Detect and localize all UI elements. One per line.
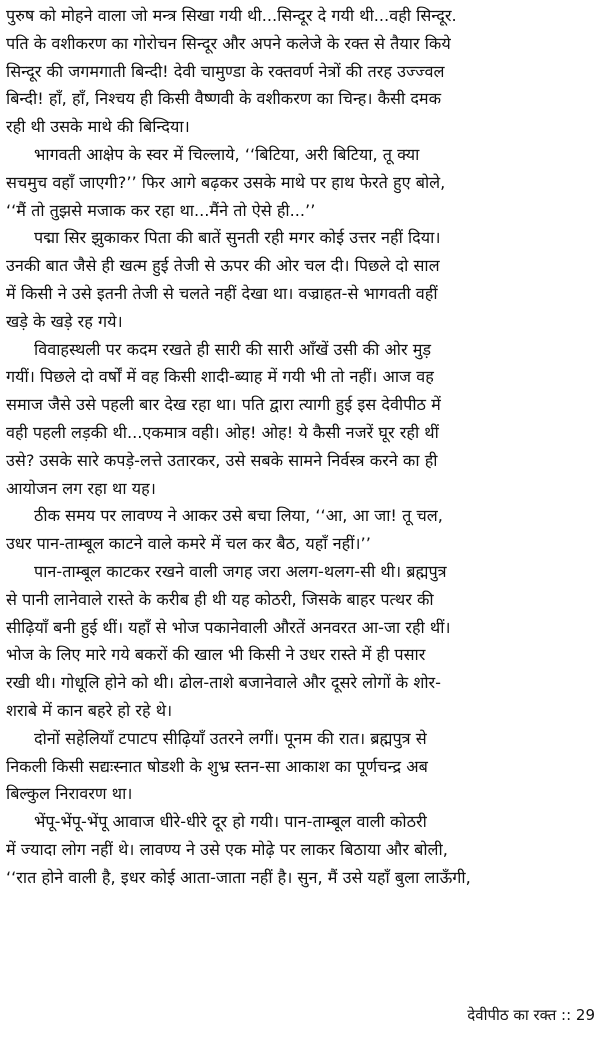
text-line: आयोजन लग रहा था यह। [6, 478, 156, 498]
page-footer: देवीपीठ का रक्त :: 29 [467, 1006, 595, 1024]
text-line: से पानी लानेवाले रास्ते के करीब ही थी यह कोठरी, जिसके बाहर पत्थर की [6, 589, 434, 609]
text-line: उसे? उसके सारे कपड़े-लत्ते उतारकर, उसे सबके सामने निर्वस्त्र करने का ही [6, 450, 438, 470]
page-body-text [6, 2, 595, 892]
text-line: वही पहली लड़की थी...एकमात्र वही। ओह! ओह! ये कैसी नजरें घूर रही थीं [6, 422, 439, 442]
text-line: पति के वशीकरण का गोरोचन सिन्दूर और अपने कलेजे के रक्त से तैयार किये [6, 33, 451, 53]
text-line: उनकी बात जैसे ही खत्म हुई तेजी से ऊपर की ओर चल दी। पिछले दो साल [6, 256, 440, 276]
text-line: बिन्दी! हाँ, हाँ, निश्चय ही किसी वैष्णवी के वशीकरण का चिन्ह। कैसी दमक [6, 89, 442, 109]
text-line: रही थी उसके माथे की बिन्दिया। [6, 117, 190, 137]
text-line: बिल्कुल निरावरण था। [6, 784, 133, 804]
text-line: उधर पान-ताम्बूल काटने वाले कमरे में चल कर बैठ, यहाँ नहीं।’’ [6, 534, 371, 554]
text-line: सचमुच वहाँ जाएगी?’’ फिर आगे बढ़कर उसके माथे पर हाथ फेरते हुए बोले, [6, 172, 446, 192]
text-line: शराबे में कान बहरे हो रहे थे। [6, 700, 173, 720]
text-line: विवाहस्थली पर कदम रखते ही सारी की सारी आँखें उसी की ओर मुड़ [34, 339, 432, 359]
text-line: ‘‘मैं तो तुझसे मजाक कर रहा था...मैंने तो ऐसे ही...’’ [6, 200, 316, 220]
text-line: भोज के लिए मारे गये बकरों की खाल भी किसी ने उधर रास्ते में ही पसार [6, 645, 426, 665]
text-line: पान-ताम्बूल काटकर रखने वाली जगह जरा अलग-थलग-सी थी। ब्रह्मपुत्र [34, 561, 447, 581]
text-line: गयीं। पिछले दो वर्षों में वह किसी शादी-ब्याह में गयी भी तो नहीं। आज वह [6, 367, 434, 387]
text-line: रखी थी। गोधूलि होने को थी। ढोल-ताशे बजानेवाले और दूसरे लोगों के शोर- [6, 673, 442, 693]
text-line: दोनों सहेलियाँ टपाटप सीढ़ियाँ उतरने लगीं। पूनम की रात। ब्रह्मपुत्र से [34, 728, 427, 748]
text-line: भेंपू-भेंपू-भेंपू आवाज धीरे-धीरे दूर हो गयी। पान-ताम्बूल वाली कोठरी [34, 812, 427, 832]
text-line: समाज जैसे उसे पहली बार देख रहा था। पति द्वारा त्यागी हुई इस देवीपीठ में [6, 395, 441, 415]
text-line: में ज्यादा लोग नहीं थे। लावण्य ने उसे एक मोढ़े पर लाकर बिठाया और बोली, [6, 839, 448, 859]
text-line: सीढ़ियाँ बनी हुई थीं। यहाँ से भोज पकानेवाली औरतें अनवरत आ-जा रही थीं। [6, 617, 451, 637]
text-line: ‘‘रात होने वाली है, इधर कोई आता-जाता नहीं है। सुन, मैं उसे यहाँ बुला लाऊँगी, [6, 867, 471, 887]
text-line: सिन्दूर की जगमगाती बिन्दी! देवी चामुण्डा के रक्तवर्ण नेत्रों की तरह उज्ज्वल [6, 61, 445, 81]
text-line: ठीक समय पर लावण्य ने आकर उसे बचा लिया, ‘‘आ, आ जा! तू चल, [34, 506, 443, 526]
text-line: पुरुष को मोहने वाला जो मन्त्र सिखा गयी थी...सिन्दूर दे गयी थी...वही सिन्दूर. [6, 6, 457, 25]
text-line: में किसी ने उसे इतनी तेजी से चलते नहीं देखा था। वज्राहत-से भागवती वहीं [6, 283, 438, 303]
text-line: खड़े के खड़े रह गये। [6, 311, 123, 331]
text-line: निकली किसी सद्यःस्नात षोडशी के शुभ्र स्तन-सा आकाश का पूर्णचन्द्र अब [6, 756, 428, 776]
text-line: भागवती आक्षेप के स्वर में चिल्लाये, ‘‘बिटिया, अरी बिटिया, तू क्या [34, 144, 420, 164]
book-page [6, 0, 595, 1039]
text-line: पद्मा सिर झुकाकर पिता की बातें सुनती रही मगर कोई उत्तर नहीं दिया। [34, 228, 441, 248]
